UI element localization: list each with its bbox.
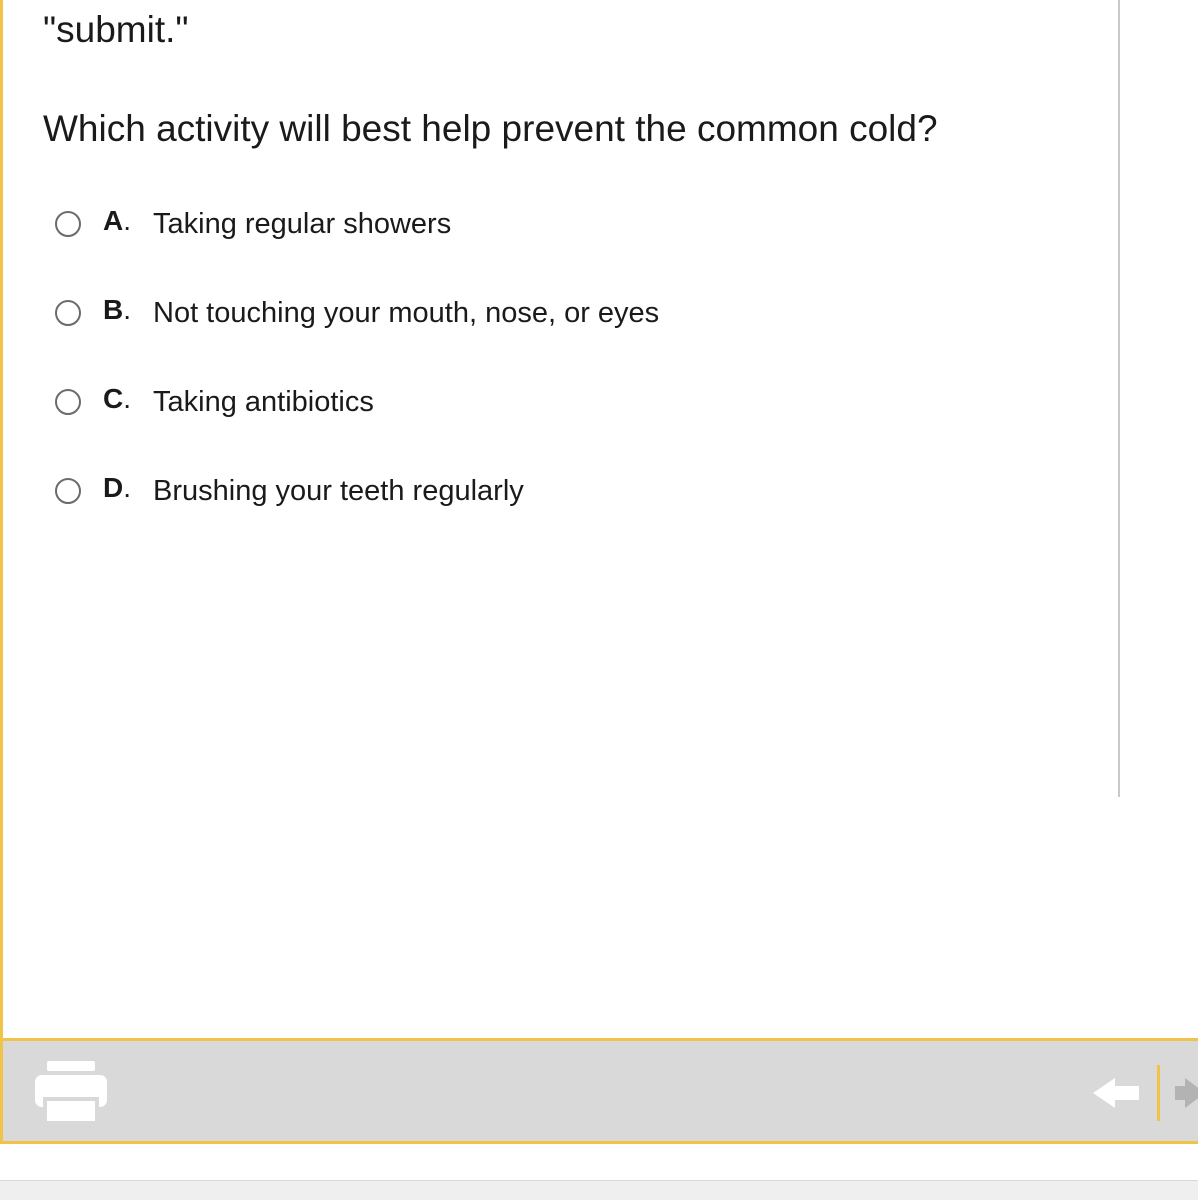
scroll-divider bbox=[1118, 0, 1120, 797]
option-b[interactable]: B. Not touching your mouth, nose, or eyes bbox=[55, 285, 659, 341]
option-d-letter: D bbox=[103, 472, 124, 503]
window-bottom-strip bbox=[0, 1180, 1198, 1200]
arrow-left-icon[interactable] bbox=[1093, 1076, 1143, 1110]
radio-option-a[interactable] bbox=[55, 211, 81, 237]
arrow-right-icon[interactable] bbox=[1175, 1075, 1198, 1111]
option-d-text: Brushing your teeth regularly bbox=[153, 474, 524, 507]
option-c[interactable]: C. Taking antibiotics bbox=[55, 374, 659, 430]
option-d[interactable]: D. Brushing your teeth regularly bbox=[55, 463, 659, 519]
option-a-letter: A bbox=[103, 205, 124, 236]
option-b-text: Not touching your mouth, nose, or eyes bbox=[153, 296, 660, 329]
radio-option-c[interactable] bbox=[55, 389, 81, 415]
printer-icon[interactable] bbox=[33, 1059, 109, 1125]
option-c-text: Taking antibiotics bbox=[153, 385, 374, 418]
option-c-letter: C bbox=[103, 383, 124, 414]
previous-instruction-text: "submit." bbox=[43, 9, 189, 50]
question-text: Which activity will best help prevent the common cold? bbox=[43, 108, 938, 149]
radio-option-b[interactable] bbox=[55, 300, 81, 326]
bottom-toolbar bbox=[0, 1038, 1198, 1144]
radio-option-d[interactable] bbox=[55, 478, 81, 504]
option-a[interactable]: A. Taking regular showers bbox=[55, 196, 659, 252]
option-a-text: Taking regular showers bbox=[153, 207, 452, 240]
answer-options bbox=[55, 196, 659, 552]
nav-separator bbox=[1157, 1065, 1160, 1121]
option-b-letter: B bbox=[103, 294, 124, 325]
